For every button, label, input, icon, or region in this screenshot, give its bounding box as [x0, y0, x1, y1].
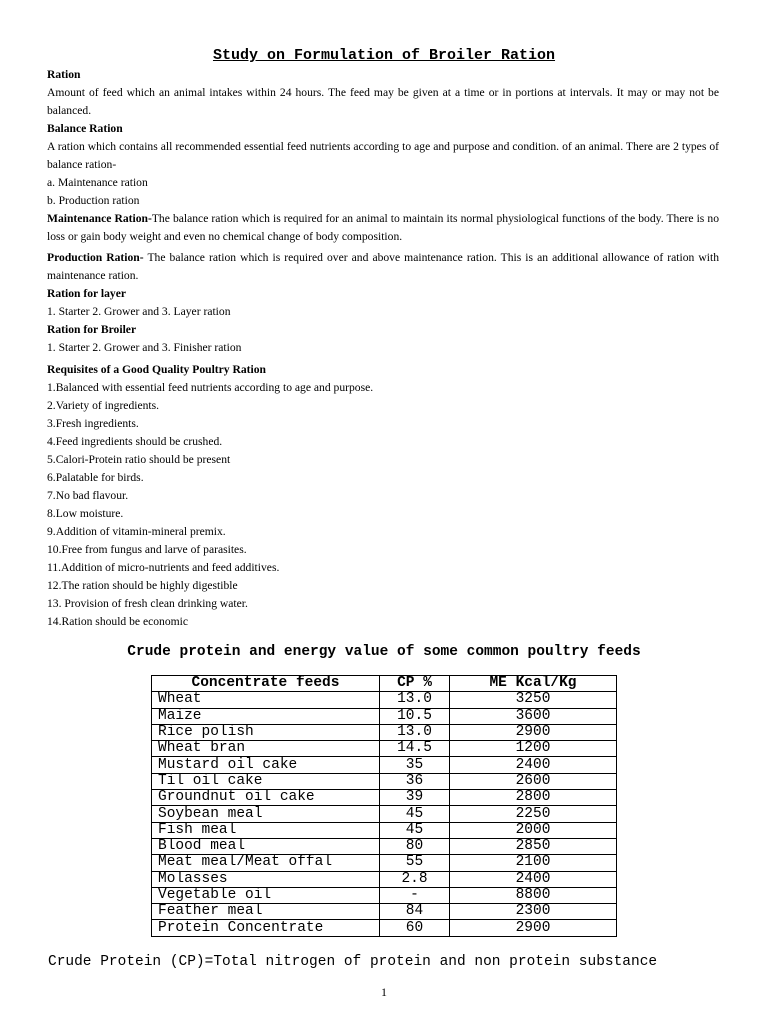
- requisites-list: [47, 379, 719, 631]
- feed-name-cell: Fish meal: [152, 822, 380, 838]
- list-item: 6.Palatable for birds.: [47, 471, 144, 484]
- feed-name-cell: Meat meal/Meat offal: [152, 855, 380, 871]
- table-row: [152, 741, 617, 757]
- me-cell: 2400: [450, 757, 617, 773]
- me-cell: 2400: [450, 871, 617, 887]
- list-item: 13. Provision of fresh clean drinking water.: [47, 597, 248, 610]
- me-cell: 2850: [450, 838, 617, 854]
- balance-ration-definition: A ration which contains all recommended essential feed nutrients according to age and purpose and condition. of an animal. There are 2 types of balance ration-: [47, 140, 719, 171]
- ration-definition: Amount of feed which an animal intakes within 24 hours. The feed may be given at a time or in portions at intervals. It may or may not be balanced.: [47, 86, 719, 117]
- feed-name-cell: Mustard oil cake: [152, 757, 380, 773]
- production-ration-definition: The balance ration which is required over and above maintenance ration. This is an additional allowance of ration with maintenance ration.: [47, 251, 719, 282]
- production-ration-paragraph: [47, 249, 719, 285]
- list-item: 4.Feed ingredients should be crushed.: [47, 435, 223, 448]
- list-item: 7.No bad flavour.: [47, 489, 129, 502]
- feed-name-cell: Feather meal: [152, 904, 380, 920]
- table-row: [152, 871, 617, 887]
- table-row: [152, 904, 617, 920]
- list-item: 9.Addition of vitamin-mineral premix.: [47, 525, 226, 538]
- me-cell: 2600: [450, 773, 617, 789]
- me-cell: 8800: [450, 887, 617, 903]
- page-title: Study on Formulation of Broiler Ration: [212, 47, 556, 64]
- ration-heading: Ration: [47, 68, 81, 81]
- maintenance-ration-heading: Maintenance Ration-: [47, 212, 152, 225]
- me-cell: 2100: [450, 855, 617, 871]
- cp-cell: 39: [380, 790, 450, 806]
- maintenance-ration-definition: The balance ration which is required for an animal to maintain its normal physiological functions of the body. There is no loss or gain body weight and even no chemical change of body composition.: [47, 212, 719, 243]
- table-row: [152, 855, 617, 871]
- me-cell: 2000: [450, 822, 617, 838]
- feed-table: [151, 675, 617, 937]
- page-number: 1: [381, 985, 387, 999]
- table-row: [152, 838, 617, 854]
- cp-cell: 2.8: [380, 871, 450, 887]
- cp-cell: 13.0: [380, 724, 450, 740]
- me-cell: 3600: [450, 708, 617, 724]
- cp-cell: 35: [380, 757, 450, 773]
- column-header-cp: CP %: [380, 676, 450, 692]
- list-item: 12.The ration should be highly digestible: [47, 579, 238, 592]
- feed-name-cell: Protein Concentrate: [152, 920, 380, 936]
- ration-for-layer-heading: Ration for layer: [47, 287, 126, 300]
- cp-cell: 55: [380, 855, 450, 871]
- ration-for-broiler-text: 1. Starter 2. Grower and 3. Finisher ration: [47, 341, 242, 354]
- list-item: 11.Addition of micro-nutrients and feed additives.: [47, 561, 280, 574]
- table-row: [152, 773, 617, 789]
- me-cell: 2250: [450, 806, 617, 822]
- list-item: 1.Balanced with essential feed nutrients according to age and purpose.: [47, 381, 374, 394]
- requisites-heading: Requisites of a Good Quality Poultry Ration: [47, 363, 267, 376]
- balance-ration-type: b. Production ration: [47, 194, 140, 207]
- cp-cell: 36: [380, 773, 450, 789]
- cp-cell: 14.5: [380, 741, 450, 757]
- list-item: 10.Free from fungus and larve of parasites.: [47, 543, 247, 556]
- table-row: [152, 692, 617, 708]
- me-cell: 2300: [450, 904, 617, 920]
- list-item: 8.Low moisture.: [47, 507, 124, 520]
- me-cell: 1200: [450, 741, 617, 757]
- ration-for-broiler-heading: Ration for Broiler: [47, 323, 137, 336]
- column-header-me: ME Kcal/Kg: [450, 676, 617, 692]
- feed-name-cell: Wheat bran: [152, 741, 380, 757]
- feed-name-cell: Soybean meal: [152, 806, 380, 822]
- production-ration-heading: Production Ration-: [47, 251, 144, 264]
- ration-for-layer-text: 1. Starter 2. Grower and 3. Layer ration: [47, 305, 231, 318]
- list-item: 5.Calori-Protein ratio should be present: [47, 453, 231, 466]
- balance-ration-heading: Balance Ration: [47, 122, 123, 135]
- table-row: [152, 822, 617, 838]
- table-row: [152, 887, 617, 903]
- list-item: 3.Fresh ingredients.: [47, 417, 139, 430]
- table-row: [152, 708, 617, 724]
- table-row: [152, 757, 617, 773]
- table-row: [152, 790, 617, 806]
- list-item: 14.Ration should be economic: [47, 615, 189, 628]
- feed-name-cell: Til oil cake: [152, 773, 380, 789]
- feed-name-cell: Rice polish: [152, 724, 380, 740]
- feed-name-cell: Vegetable oil: [152, 887, 380, 903]
- me-cell: 2900: [450, 920, 617, 936]
- table-caption: Crude protein and energy value of some common poultry feeds: [127, 644, 641, 660]
- cp-cell: 45: [380, 806, 450, 822]
- list-item: 2.Variety of ingredients.: [47, 399, 160, 412]
- table-row: [152, 724, 617, 740]
- me-cell: 3250: [450, 692, 617, 708]
- table-row: [152, 920, 617, 936]
- me-cell: 2900: [450, 724, 617, 740]
- cp-cell: 13.0: [380, 692, 450, 708]
- feed-name-cell: Groundnut oil cake: [152, 790, 380, 806]
- feed-name-cell: Molasses: [152, 871, 380, 887]
- cp-cell: -: [380, 887, 450, 903]
- cp-cell: 45: [380, 822, 450, 838]
- feed-name-cell: Maize: [152, 708, 380, 724]
- document-body: [47, 66, 719, 631]
- cp-cell: 10.5: [380, 708, 450, 724]
- table-row: [152, 806, 617, 822]
- feed-name-cell: Blood meal: [152, 838, 380, 854]
- maintenance-ration-paragraph: [47, 210, 719, 246]
- cp-cell: 80: [380, 838, 450, 854]
- table-header-row: [152, 676, 617, 692]
- cp-cell: 84: [380, 904, 450, 920]
- me-cell: 2800: [450, 790, 617, 806]
- cp-cell: 60: [380, 920, 450, 936]
- balance-ration-type: a. Maintenance ration: [47, 176, 148, 189]
- column-header-feed: Concentrate feeds: [152, 676, 380, 692]
- crude-protein-footnote: Crude Protein (CP)=Total nitrogen of protein and non protein substance: [48, 954, 658, 970]
- feed-name-cell: Wheat: [152, 692, 380, 708]
